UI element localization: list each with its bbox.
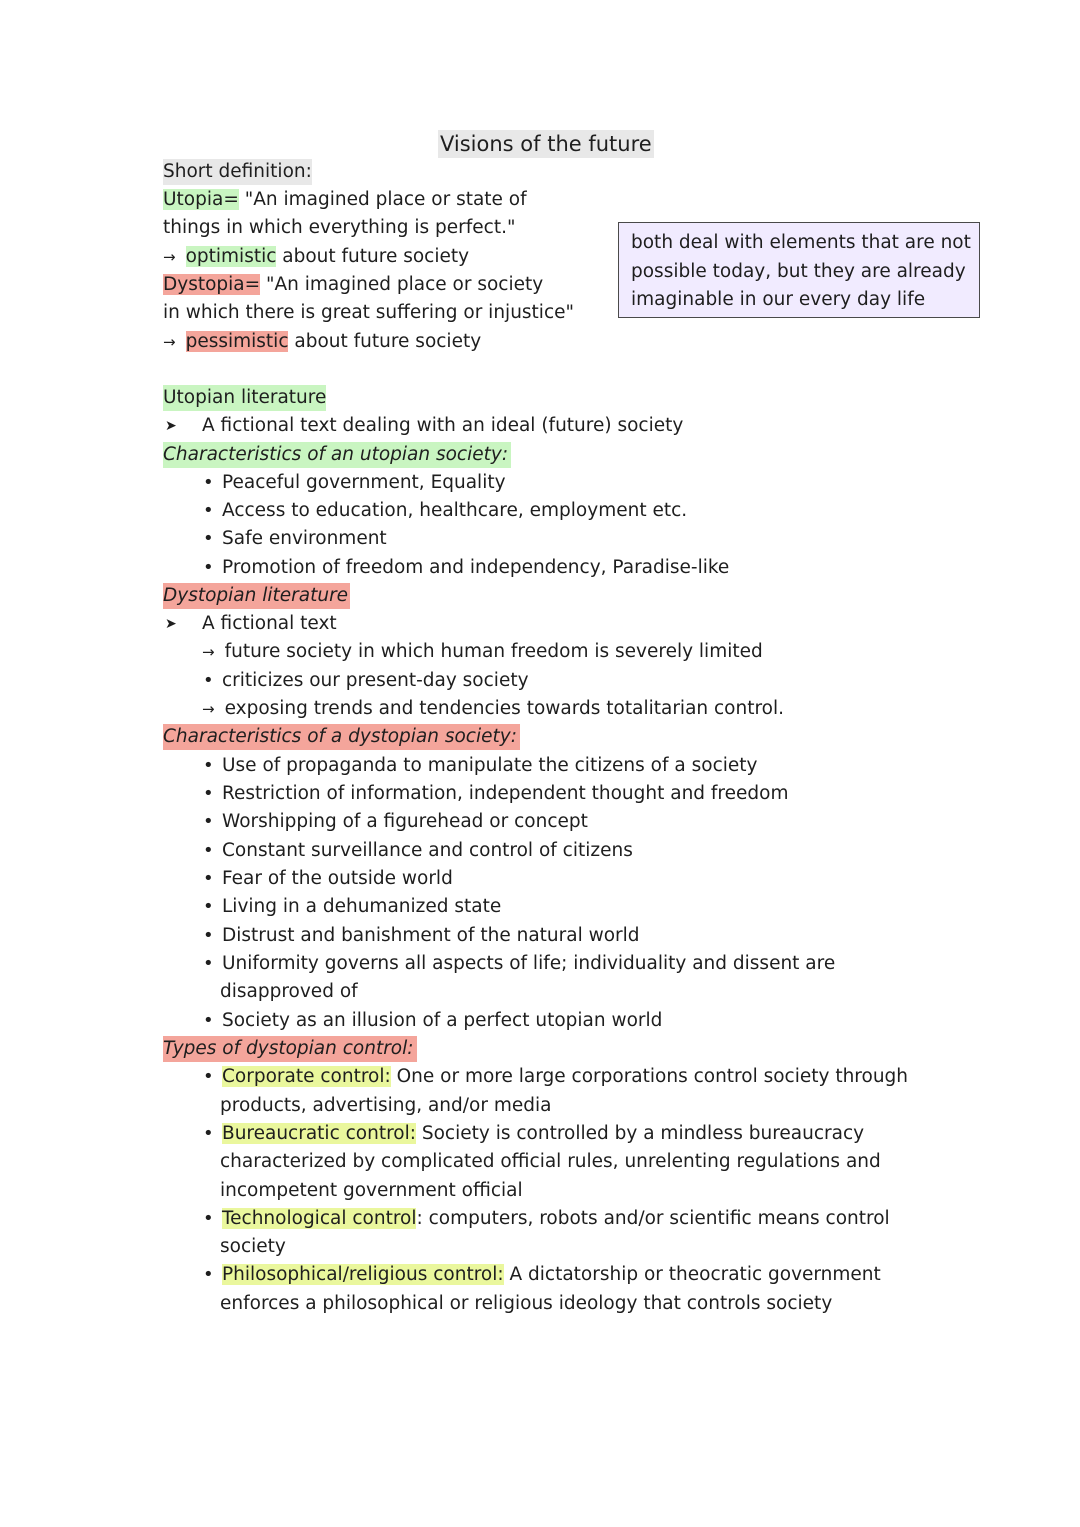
control-type-term: Philosophical/religious control: [222,1264,504,1285]
bullet-icon: • [203,783,214,804]
utopia-arrow-line [163,244,469,270]
control-type-term: Corporate control: [222,1066,391,1087]
definitions-heading: Short definition: [163,159,312,185]
list-item: Promotion of freedom and independency, Paradise-like [222,557,730,578]
arrow-right-icon: → [202,700,215,718]
bullet-icon: • [203,557,214,578]
dystopia-arrow-rest: about future society [288,331,482,352]
triangle-bullet-icon: ➤ [165,616,177,632]
bullet-icon: • [203,953,214,974]
dystopian-literature-heading: Dystopian literature [163,583,350,609]
list-item: Constant surveillance and control of citizens [222,840,633,861]
dystopia-arrow-line [163,329,481,355]
comparison-callout-box [618,222,980,318]
dystopian-definition: A fictional text [202,613,337,634]
control-type-continuation: enforces a philosophical or religious ideology that controls society [220,1293,833,1314]
callout-line: both deal with elements that are not [631,232,971,253]
utopia-term: Utopia= [163,189,239,210]
utopian-characteristics-heading: Characteristics of an utopian society: [163,442,511,468]
control-types-heading: Types of dystopian control: [163,1036,417,1062]
callout-line: imaginable in our every day life [631,289,926,310]
control-type-bureaucratic [222,1121,864,1147]
dystopian-sub-arrow-1 [202,639,763,665]
dystopian-sub-bullet: criticizes our present-day society [222,670,529,691]
bullet-icon: • [203,755,214,776]
dystopia-definition-line-1 [163,272,543,298]
list-item: Peaceful government, Equality [222,472,506,493]
bullet-icon: • [203,528,214,549]
control-type-continuation: society [220,1236,286,1257]
bullet-icon: • [203,840,214,861]
list-item-continuation: disapproved of [220,981,358,1002]
dystopia-text: "An imagined place or society [260,274,544,295]
dystopian-sub-arrow-2 [202,696,784,722]
bullet-icon: • [203,925,214,946]
arrow-right-icon: → [163,333,176,351]
sub-text: future society in which human freedom is severely limited [224,641,763,662]
list-item: Society as an illusion of a perfect utopian world [222,1010,663,1031]
bullet-icon: • [203,1264,214,1285]
list-item: Uniformity governs all aspects of life; individuality and dissent are [222,953,836,974]
arrow-right-icon: → [163,248,176,266]
page-title: Visions of the future [440,132,652,156]
control-type-philosophical [222,1262,881,1288]
bullet-icon: • [203,1066,214,1087]
bullet-icon: • [203,500,214,521]
bullet-icon: • [203,1208,214,1229]
list-item: Distrust and banishment of the natural world [222,925,640,946]
control-type-term: Bureaucratic control: [222,1123,416,1144]
bullet-icon: • [203,868,214,889]
dystopian-characteristics-heading: Characteristics of a dystopian society: [163,724,520,750]
bullet-icon: • [203,811,214,832]
list-item: Use of propaganda to manipulate the citizens of a society [222,755,758,776]
control-type-continuation: products, advertising, and/or media [220,1095,552,1116]
control-type-text: One or more large corporations control society through [390,1066,909,1087]
control-type-text: : computers, robots and/or scientific means control [416,1208,890,1229]
utopia-text: "An imagined place or state of [238,189,527,210]
utopian-literature-heading: Utopian literature [163,385,326,411]
list-item: Living in a dehumanized state [222,896,502,917]
utopian-definition: A fictional text dealing with an ideal (future) society [202,415,684,436]
control-type-text: Society is controlled by a mindless bureaucracy [415,1123,865,1144]
utopia-definition-line-2: things in which everything is perfect." [163,217,516,238]
dystopia-term: Dystopia= [163,274,261,295]
bullet-icon: • [203,670,214,691]
list-item: Fear of the outside world [222,868,453,889]
control-type-continuation: incompetent government official [220,1180,523,1201]
arrow-right-icon: → [202,643,215,661]
optimistic-keyword: optimistic [185,246,277,267]
bullet-icon: • [203,1010,214,1031]
bullet-icon: • [203,1123,214,1144]
pessimistic-keyword: pessimistic [185,331,289,352]
utopia-arrow-rest: about future society [276,246,470,267]
list-item: Restriction of information, independent thought and freedom [222,783,789,804]
control-type-continuation: characterized by complicated official rules, unrelenting regulations and [220,1151,881,1172]
list-item: Access to education, healthcare, employment etc. [222,500,688,521]
bullet-icon: • [203,896,214,917]
control-type-corporate [222,1064,908,1090]
list-item: Safe environment [222,528,387,549]
dystopia-definition-line-2: in which there is great suffering or injustice" [163,302,575,323]
callout-line: possible today, but they are already [631,260,966,282]
triangle-bullet-icon: ➤ [165,418,177,434]
control-type-text: A dictatorship or theocratic government [503,1264,881,1285]
control-type-technological [222,1206,890,1232]
control-type-term: Technological control [222,1208,417,1229]
sub-text: exposing trends and tendencies towards totalitarian control. [224,698,785,719]
list-item: Worshipping of a figurehead or concept [222,811,588,832]
bullet-icon: • [203,472,214,493]
utopia-definition-line-1 [163,187,527,213]
